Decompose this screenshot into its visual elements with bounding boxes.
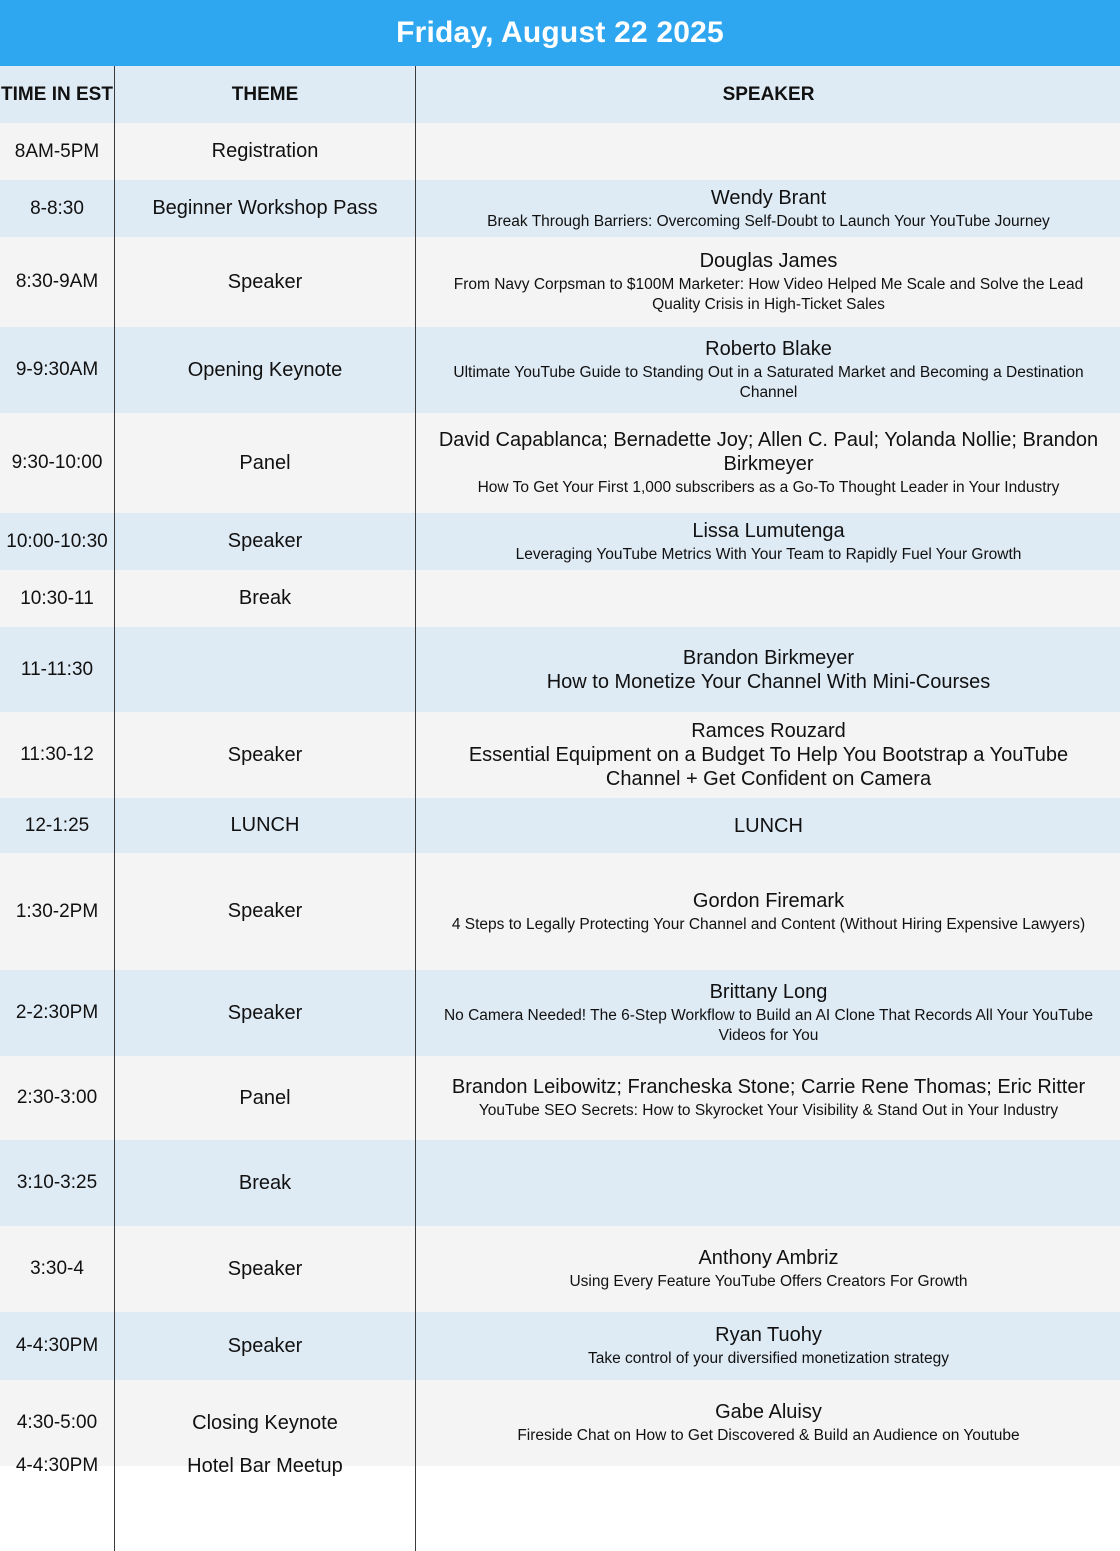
- talk-title: Essential Equipment on a Budget To Help You Bootstrap a YouTube Channel + Get Confident on Camera: [468, 744, 1069, 790]
- table-row: [0, 1312, 1120, 1380]
- time-cell: 4-4:30PM: [15, 1335, 99, 1356]
- time-cell: 11:30-12: [20, 744, 94, 765]
- talk-title: Take control of your diversified monetization strategy: [588, 1350, 949, 1367]
- time-cell: 8-8:30: [30, 197, 84, 219]
- table-row: [0, 1226, 1120, 1312]
- theme-cell: Closing Keynote: [192, 1411, 338, 1434]
- speaker-name: Lissa Lumutenga: [692, 519, 845, 542]
- time-cell: 2:30-3:00: [16, 1087, 98, 1108]
- table-row: [0, 853, 1120, 970]
- speaker-cell: [417, 1056, 1120, 1140]
- speaker-name: Gordon Firemark: [692, 889, 845, 912]
- table-row: [0, 1380, 1120, 1466]
- theme-cell: Speaker: [227, 743, 303, 766]
- time-cell: 12-1:25: [24, 814, 90, 836]
- talk-title: 4 Steps to Legally Protecting Your Channel and Content (Without Hiring Expensive Lawyers): [451, 915, 1086, 933]
- speaker-name: Anthony Ambriz: [698, 1247, 839, 1269]
- speaker-cell: [417, 1380, 1120, 1466]
- talk-title: How to Monetize Your Channel With Mini-Courses: [546, 670, 991, 693]
- table-row: [0, 180, 1120, 237]
- speaker-cell: [417, 237, 1120, 327]
- theme-cell: Speaker: [227, 530, 303, 552]
- talk-title: Fireside Chat on How to Get Discovered & Build an Audience on Youtube: [517, 1427, 1020, 1444]
- speaker-name: Ramces Rouzard: [691, 720, 846, 742]
- time-cell: 10:30-11: [20, 587, 94, 609]
- theme-cell: Speaker: [227, 1334, 303, 1357]
- speaker-cell: [417, 1140, 1120, 1226]
- talk-title: From Navy Corpsman to $100M Marketer: How Video Helped Me Scale and Solve the Lead Quality Crisis in High-Ticket Sales: [453, 276, 1084, 313]
- theme-cell: Opening Keynote: [187, 358, 343, 381]
- speaker-name: Gabe Aluisy: [715, 1401, 822, 1423]
- speaker-name: Brittany Long: [709, 981, 828, 1003]
- speaker-name: LUNCH: [734, 814, 803, 837]
- theme-cell: [115, 627, 415, 712]
- speaker-cell: [417, 1312, 1120, 1380]
- talk-title: Ultimate YouTube Guide to Standing Out in a Saturated Market and Becoming a Destination Channel: [453, 364, 1084, 401]
- table-row: [0, 570, 1120, 627]
- speaker-cell: [417, 570, 1120, 627]
- table-row: [0, 798, 1120, 853]
- speaker-cell: [417, 853, 1120, 970]
- table-row: [0, 1056, 1120, 1140]
- speaker-cell: [417, 970, 1120, 1056]
- speaker-cell: [417, 712, 1120, 798]
- time-cell: 11-11:30: [20, 658, 94, 680]
- speaker-name: Douglas James: [699, 250, 838, 272]
- table-row: [0, 627, 1120, 712]
- speaker-cell: [417, 123, 1120, 180]
- theme-cell: Beginner Workshop Pass: [152, 197, 378, 219]
- speaker-cell: [417, 413, 1120, 513]
- column-divider: [114, 66, 115, 1551]
- table-row: [0, 327, 1120, 413]
- speaker-name: Wendy Brant: [710, 186, 827, 209]
- speaker-cell: [417, 180, 1120, 237]
- time-cell: 9-9:30AM: [15, 359, 99, 380]
- theme-cell: Speaker: [227, 270, 303, 293]
- speaker-name: David Capablanca; Bernadette Joy; Allen C. Paul; Yolanda Nollie; Brandon Birkmeyer: [438, 429, 1099, 475]
- time-cell: 9:30-10:00: [11, 452, 103, 473]
- table-row: [0, 970, 1120, 1056]
- table-row: [0, 237, 1120, 327]
- header-speaker: SPEAKER: [722, 83, 815, 105]
- speaker-name: Ryan Tuohy: [715, 1324, 822, 1346]
- table-row: [0, 123, 1120, 180]
- talk-title: How To Get Your First 1,000 subscribers as a Go-To Thought Leader in Your Industry: [477, 479, 1060, 496]
- time-cell: 4:30-5:00: [16, 1412, 98, 1433]
- talk-title: Leveraging YouTube Metrics With Your Team to Rapidly Fuel Your Growth: [515, 545, 1022, 563]
- page-title: Friday, August 22 2025: [0, 0, 1120, 66]
- theme-cell: LUNCH: [230, 814, 300, 836]
- column-divider: [415, 66, 416, 1551]
- talk-title: Break Through Barriers: Overcoming Self-Doubt to Launch Your YouTube Journey: [487, 212, 1050, 230]
- talk-title: Using Every Feature YouTube Offers Creators For Growth: [569, 1273, 968, 1290]
- theme-cell: Break: [238, 1171, 292, 1194]
- speaker-cell: [417, 627, 1120, 712]
- time-cell: 2-2:30PM: [15, 1002, 99, 1023]
- header-theme: THEME: [231, 83, 299, 105]
- theme-cell: Speaker: [227, 1257, 303, 1280]
- talk-title: YouTube SEO Secrets: How to Skyrocket Your Visibility & Stand Out in Your Industry: [478, 1102, 1059, 1119]
- talk-title: No Camera Needed! The 6-Step Workflow to Build an AI Clone That Records All Your YouTube Videos for You: [443, 1007, 1094, 1044]
- time-cell: 3:30-4: [30, 1258, 84, 1279]
- speaker-cell: [417, 513, 1120, 570]
- speaker-cell: [417, 798, 1120, 853]
- time-cell: 3:10-3:25: [16, 1172, 98, 1193]
- time-cell: 10:00-10:30: [6, 530, 108, 552]
- time-cell: 8:30-9AM: [15, 271, 99, 292]
- table-header: [0, 66, 1120, 123]
- speaker-cell: [417, 327, 1120, 413]
- theme-cell: Registration: [211, 140, 319, 162]
- speaker-name: Roberto Blake: [705, 338, 832, 360]
- speaker-name: Brandon Birkmeyer: [682, 646, 855, 669]
- table-row: [0, 413, 1120, 513]
- theme-cell: Panel: [239, 451, 291, 474]
- header-time: TIME IN EST: [1, 83, 113, 105]
- table-row: [0, 1140, 1120, 1226]
- speaker-name: Brandon Leibowitz; Francheska Stone; Carrie Rene Thomas; Eric Ritter: [451, 1076, 1086, 1098]
- time-cell: 1:30-2PM: [15, 900, 99, 922]
- table-row: [0, 513, 1120, 570]
- theme-cell: Break: [238, 587, 292, 609]
- time-cell: 8AM-5PM: [14, 140, 100, 162]
- theme-cell: Speaker: [227, 900, 303, 922]
- speaker-cell: [417, 1226, 1120, 1312]
- table-row: [0, 712, 1120, 798]
- theme-cell: Speaker: [227, 1001, 303, 1024]
- theme-cell: Panel: [239, 1086, 291, 1109]
